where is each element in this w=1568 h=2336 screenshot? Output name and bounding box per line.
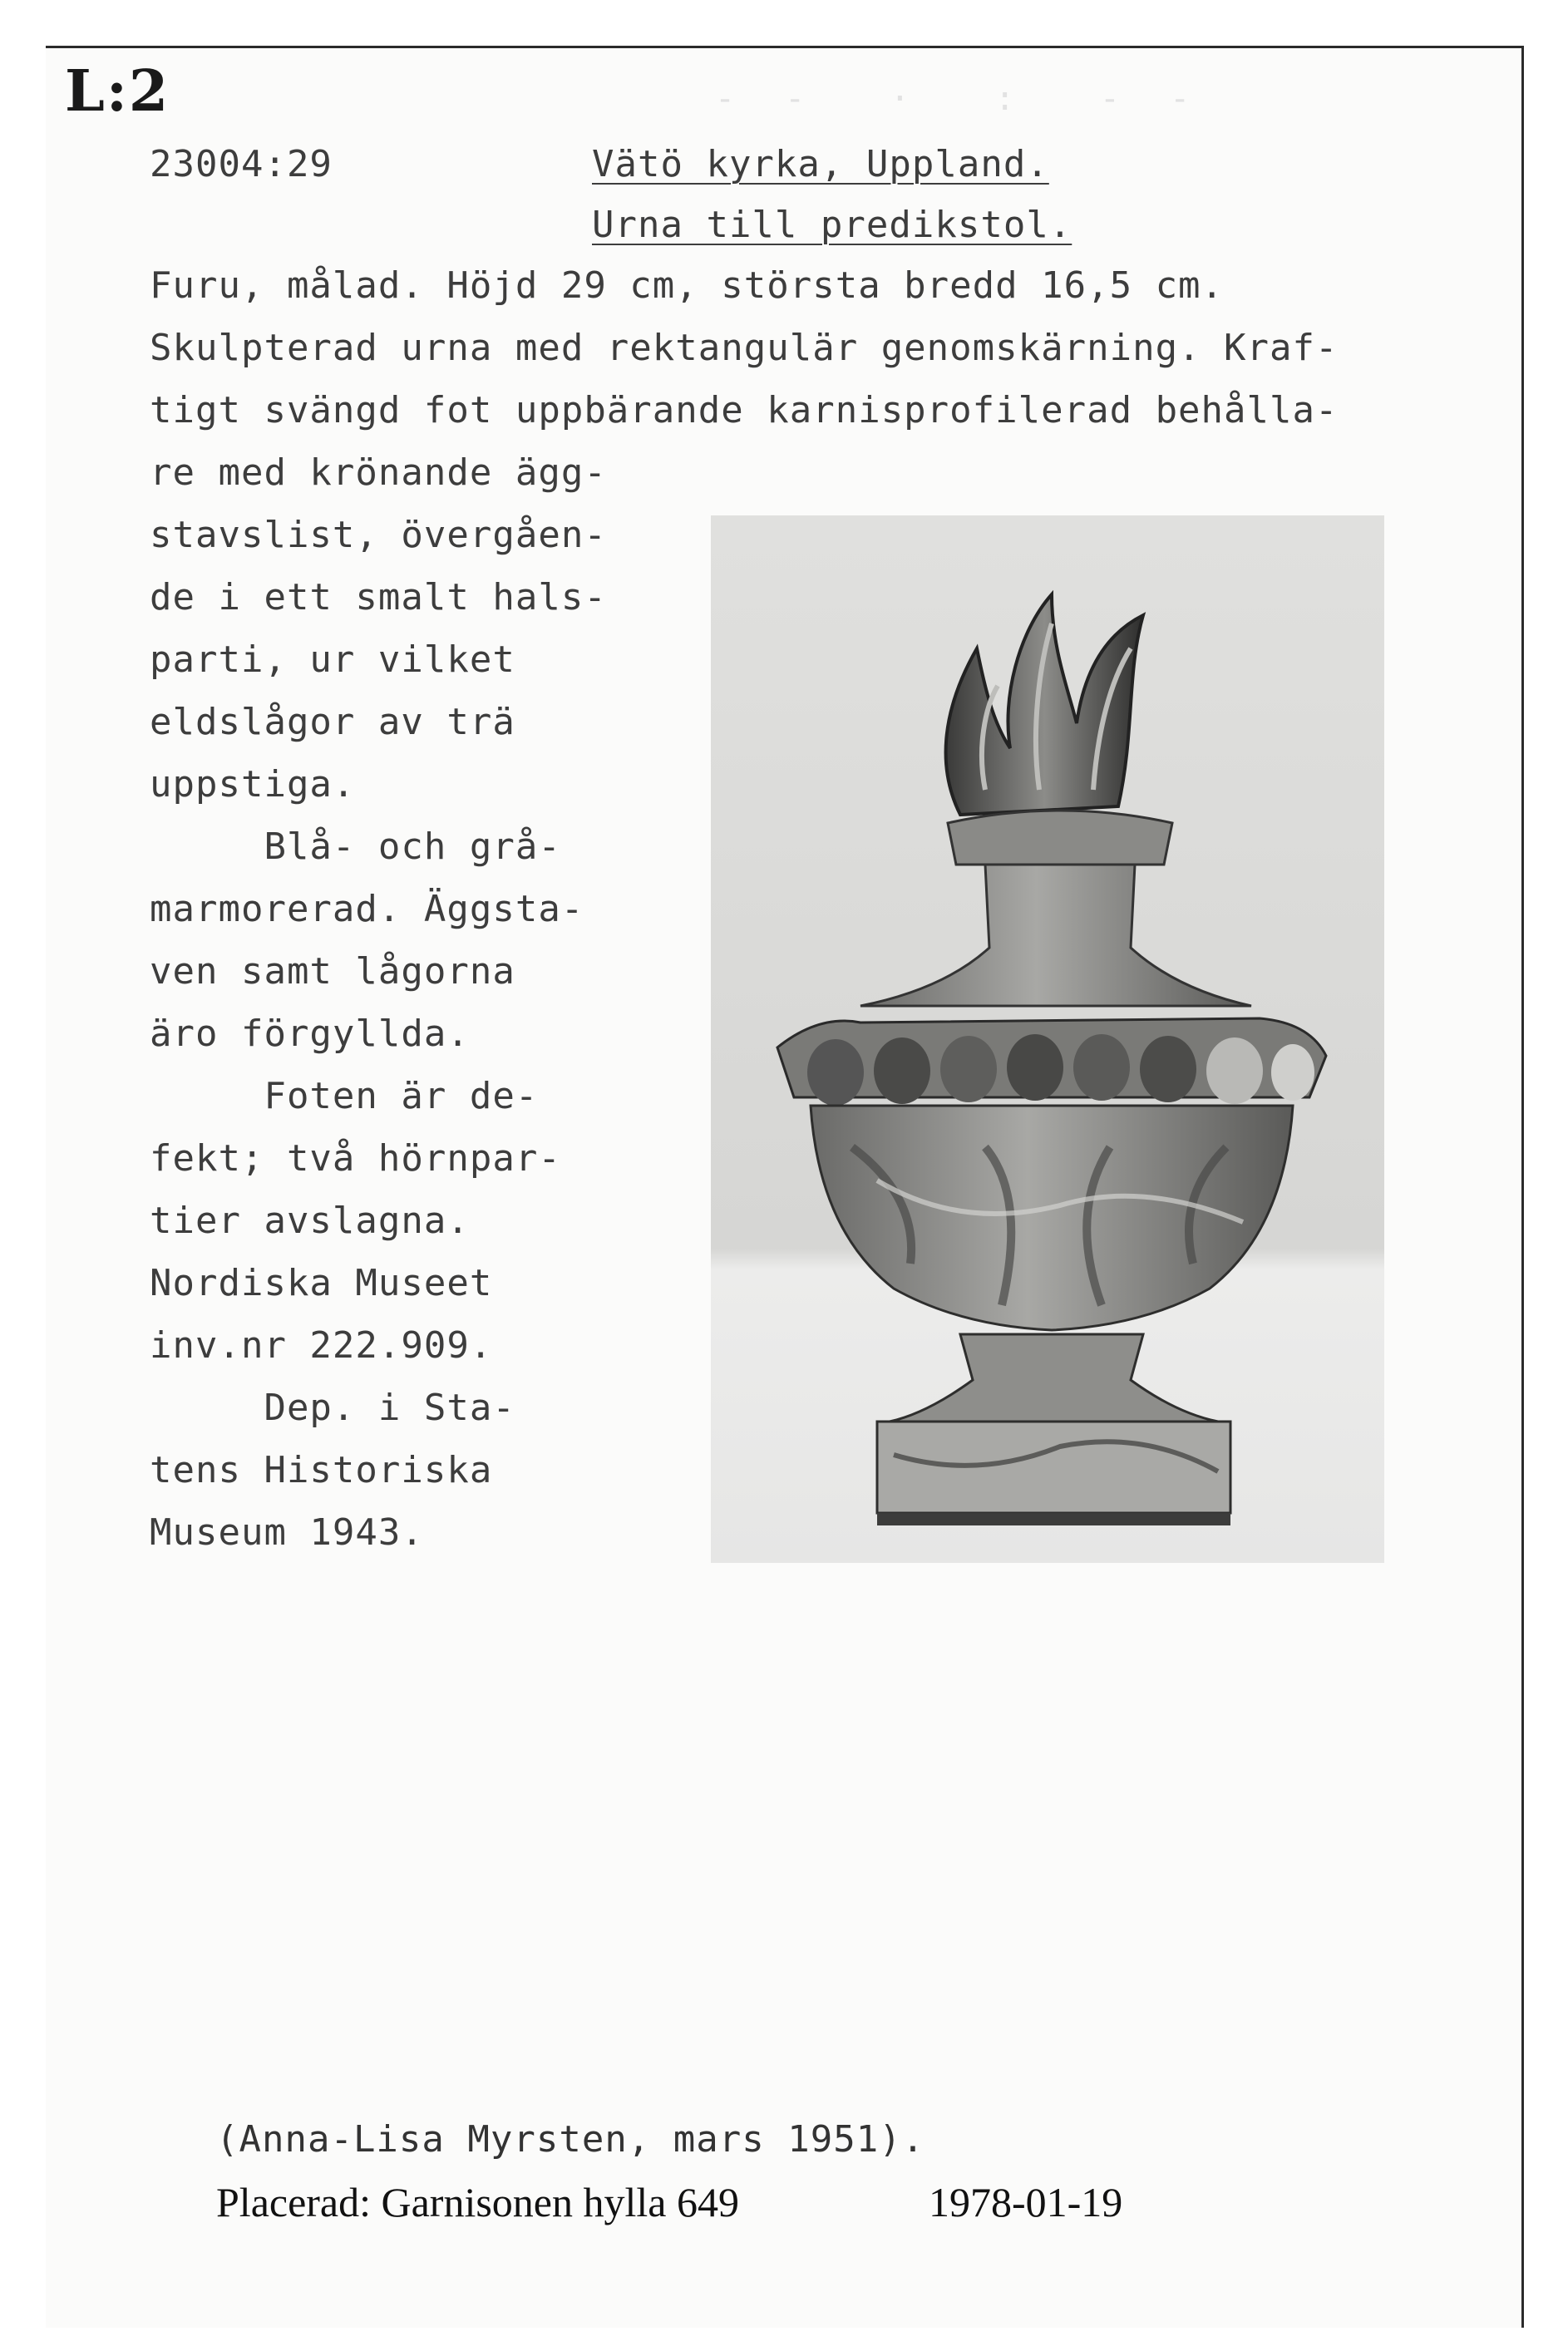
- description-line: äro förgyllda.: [150, 1013, 470, 1055]
- photographer-credit: (Anna-Lisa Myrsten, mars 1951).: [216, 2118, 925, 2161]
- description-line: tier avslagna.: [150, 1200, 470, 1242]
- title-line-2: Urna till predikstol.: [592, 204, 1072, 246]
- description-line: re med krönande ägg-: [150, 451, 607, 494]
- description-line: tigt svängd fot uppbärande karnisprofilerad behålla-: [150, 389, 1339, 431]
- description-line: Skulpterad urna med rektangulär genomskärning. Kraf-: [150, 327, 1339, 369]
- inventory-number: 23004:29: [150, 143, 333, 185]
- faint-header-mark: - - · : - -: [715, 80, 1206, 118]
- description-line: parti, ur vilket: [150, 638, 515, 681]
- handwritten-mark: L:2: [65, 58, 170, 125]
- description-line: Dep. i Sta-: [150, 1387, 515, 1429]
- placement-label: Placerad: Garnisonen hylla 649: [216, 2179, 739, 2225]
- title-line-1: Vätö kyrka, Uppland.: [592, 143, 1049, 185]
- description-line: Blå- och grå-: [150, 825, 561, 868]
- urn-illustration: [711, 515, 1384, 1563]
- placement-date: 1978-01-19: [929, 2179, 1123, 2225]
- description-line: Museum 1943.: [150, 1511, 424, 1554]
- description-line: fekt; två hörnpar-: [150, 1137, 561, 1180]
- description-line: de i ett smalt hals-: [150, 576, 607, 618]
- description-line: eldslågor av trä: [150, 701, 515, 743]
- egg-and-dart-band: [777, 1018, 1326, 1106]
- description-line: stavslist, övergåen-: [150, 514, 607, 556]
- description-line: marmorerad. Äggsta-: [150, 888, 584, 930]
- description-line: uppstiga.: [150, 763, 356, 806]
- description-line: tens Historiska: [150, 1449, 493, 1491]
- description-line: Foten är de-: [150, 1075, 539, 1117]
- description-line: ven samt lågorna: [150, 950, 515, 993]
- description-line: Nordiska Museet: [150, 1262, 493, 1304]
- urn-photograph: [711, 515, 1384, 1563]
- description-line: Furu, målad. Höjd 29 cm, största bredd 16,5 cm.: [150, 264, 1225, 307]
- description-line: inv.nr 222.909.: [150, 1324, 493, 1367]
